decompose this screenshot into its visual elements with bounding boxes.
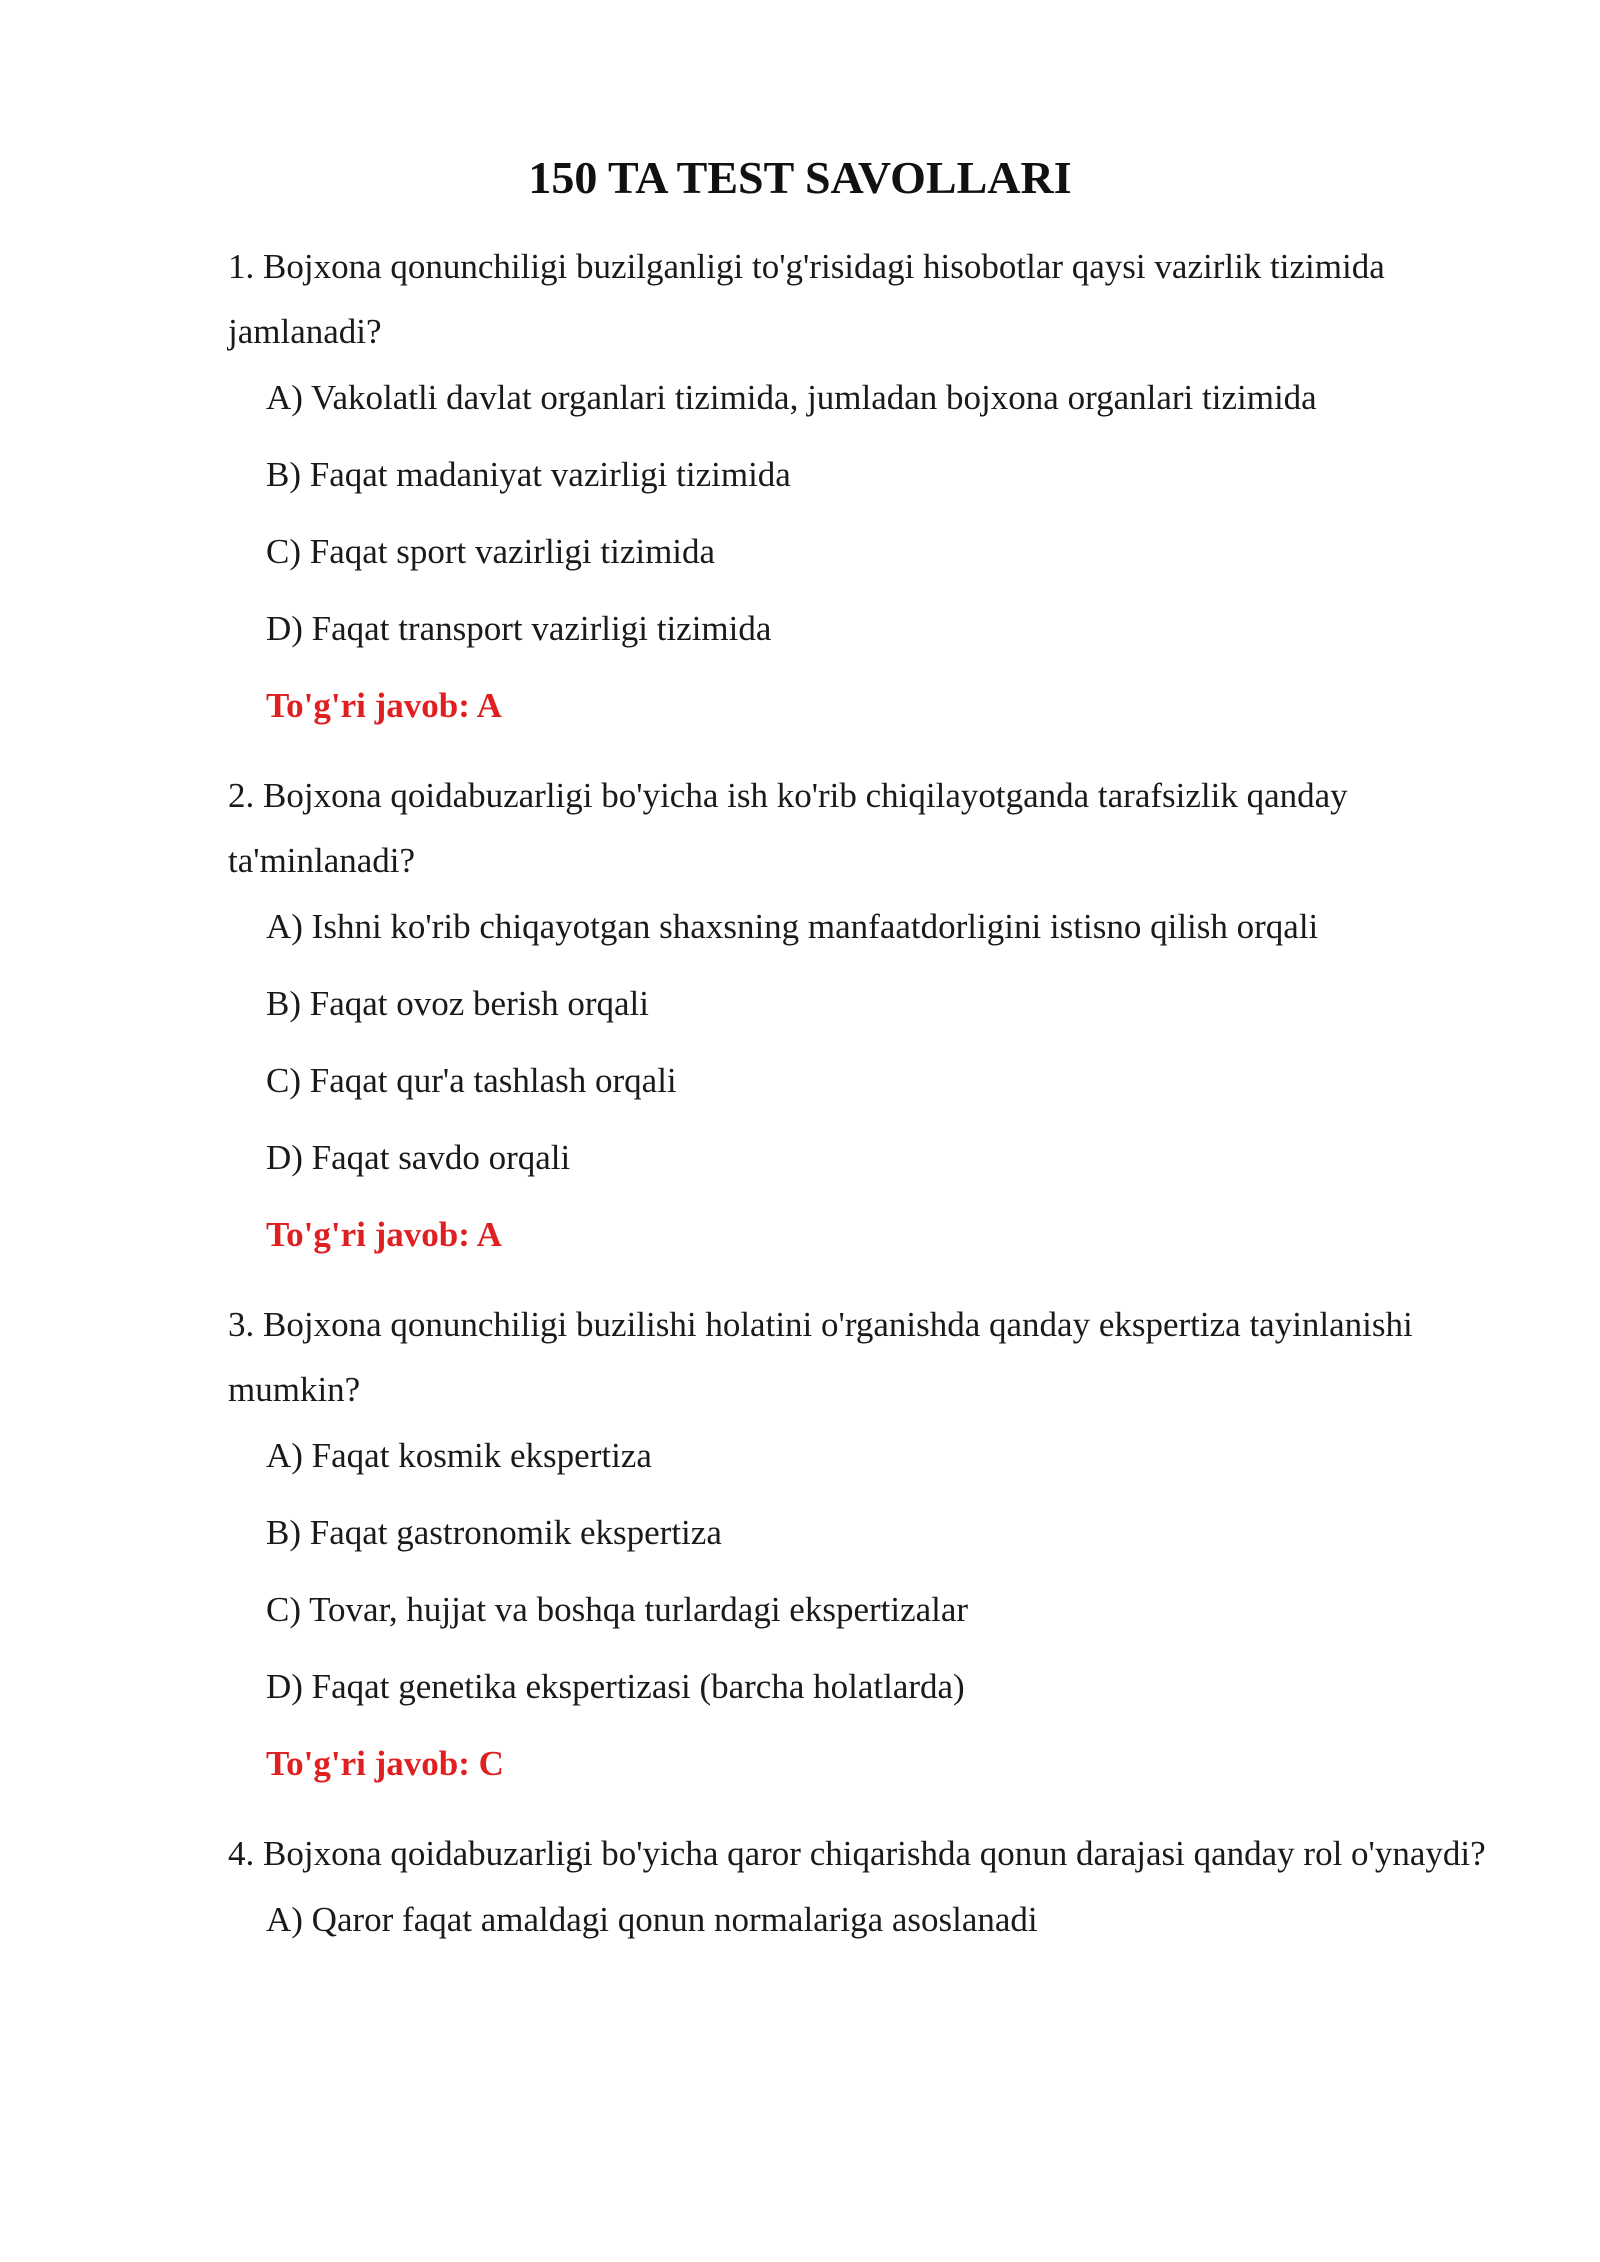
question-text: 3. Bojxona qonunchiligi buzilishi holatini o'rganishda qanday ekspertiza tayinlanishi mumkin? [228,1305,1413,1409]
question-text: 4. Bojxona qoidabuzarligi bo'yicha qaror chiqarishda qonun darajasi qanday rol o'ynaydi? [228,1834,1486,1873]
option-a: A) Faqat kosmik ekspertiza [266,1436,652,1475]
option-list [228,378,1488,649]
option-c: C) Faqat qur'a tashlash orqali [266,1061,677,1100]
correct-answer: To'g'ri javob: A [266,1215,502,1254]
option-list [228,1436,1488,1707]
question-list [228,234,1488,1977]
correct-answer: To'g'ri javob: C [266,1744,504,1783]
question-block-2 [228,763,1488,1255]
option-c: C) Tovar, hujjat va boshqa turlardagi ekspertizalar [266,1590,969,1629]
option-a: A) Vakolatli davlat organlari tizimida, jumladan bojxona organlari tizimida [266,378,1317,417]
option-list [228,1900,1488,1940]
question-block-4 [228,1821,1488,1940]
option-b: B) Faqat ovoz berish orqali [266,984,649,1023]
option-d: D) Faqat transport vazirligi tizimida [266,609,772,648]
option-b: B) Faqat madaniyat vazirligi tizimida [266,455,791,494]
option-list [228,907,1488,1178]
option-d: D) Faqat savdo orqali [266,1138,571,1177]
option-a: A) Qaror faqat amaldagi qonun normalariga asoslanadi [266,1900,1038,1939]
option-b: B) Faqat gastronomik ekspertiza [266,1513,722,1552]
page-title: 150 TA TEST SAVOLLARI [528,152,1072,203]
question-block-1 [228,234,1488,726]
option-a: A) Ishni ko'rib chiqayotgan shaxsning manfaatdorligini istisno qilish orqali [266,907,1319,946]
option-c: C) Faqat sport vazirligi tizimida [266,532,716,571]
correct-answer: To'g'ri javob: A [266,686,502,725]
question-block-3 [228,1292,1488,1784]
question-text: 1. Bojxona qonunchiligi buzilganligi to'g'risidagi hisobotlar qaysi vazirlik tizimida jamlanadi? [228,247,1385,351]
question-text: 2. Bojxona qoidabuzarligi bo'yicha ish ko'rib chiqilayotganda tarafsizlik qanday ta'minlanadi? [228,776,1348,880]
option-d: D) Faqat genetika ekspertizasi (barcha holatlarda) [266,1667,965,1706]
